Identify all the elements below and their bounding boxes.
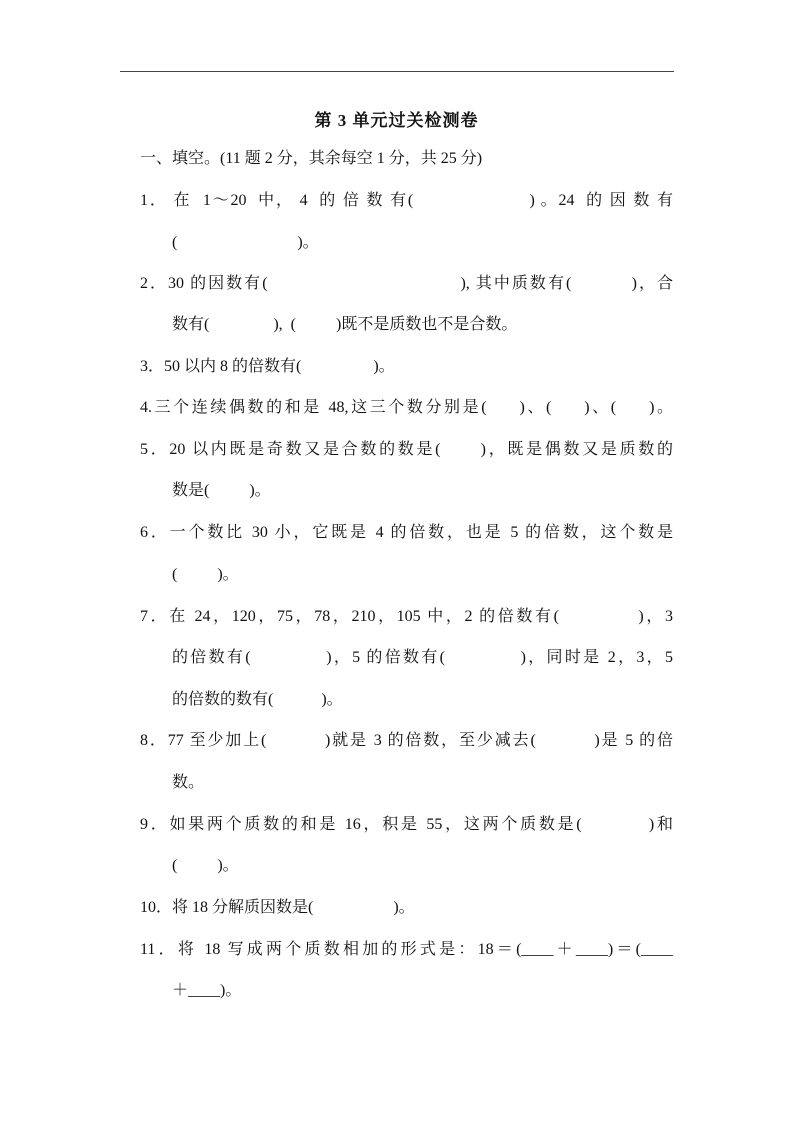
section-heading: 一、填空。(11 题 2 分，其余每空 1 分，共 25 分) xyxy=(140,150,483,167)
page-title: 第 3 单元过关检测卷 xyxy=(314,111,479,130)
question-7: 7．在 24，120，75，78，210，105 中，2 的倍数有( )，3 xyxy=(140,608,673,625)
question-2: 2．30 的因数有( ), 其中质数有( )，合 xyxy=(140,275,673,292)
question-5-cont: 数是( )。 xyxy=(172,482,271,499)
question-10: 10．将 18 分解质因数是( )。 xyxy=(140,899,415,916)
question-11-cont: ＋____)。 xyxy=(172,982,242,999)
question-5: 5．20 以内既是奇数又是合数的数是( )，既是偶数又是质数的 xyxy=(140,441,673,458)
question-4: 4.三个连续偶数的和是 48,这三个数分别是( )、( )、( )。 xyxy=(140,399,673,416)
question-2-cont: 数有( ), ( )既不是质数也不是合数。 xyxy=(172,316,518,333)
question-8-cont: 数。 xyxy=(172,774,205,791)
question-7-cont: 的倍数有( )，5 的倍数有( )，同时是 2，3，5 xyxy=(172,649,673,666)
header-rule xyxy=(120,71,674,72)
question-9-cont: ( )。 xyxy=(172,857,239,874)
question-8: 8．77 至少加上( )就是 3 的倍数，至少减去( )是 5 的倍 xyxy=(140,732,673,749)
question-7-cont2: 的倍数的数有( )。 xyxy=(172,691,343,708)
question-1-cont: ( )。 xyxy=(172,234,319,251)
question-3: 3．50 以内 8 的倍数有( )。 xyxy=(140,358,395,375)
question-1: 1． 在 1～20 中， 4 的 倍 数 有( ) 。24 的 因 数 有 xyxy=(140,192,673,209)
question-6: 6．一个数比 30 小，它既是 4 的倍数，也是 5 的倍数，这个数是 xyxy=(140,524,673,541)
question-6-cont: ( )。 xyxy=(172,566,239,583)
question-11: 11．将 18 写成两个质数相加的形式是：18＝(____＋____)＝(____ xyxy=(140,941,673,958)
question-9: 9．如果两个质数的和是 16，积是 55，这两个质数是( )和 xyxy=(140,816,673,833)
